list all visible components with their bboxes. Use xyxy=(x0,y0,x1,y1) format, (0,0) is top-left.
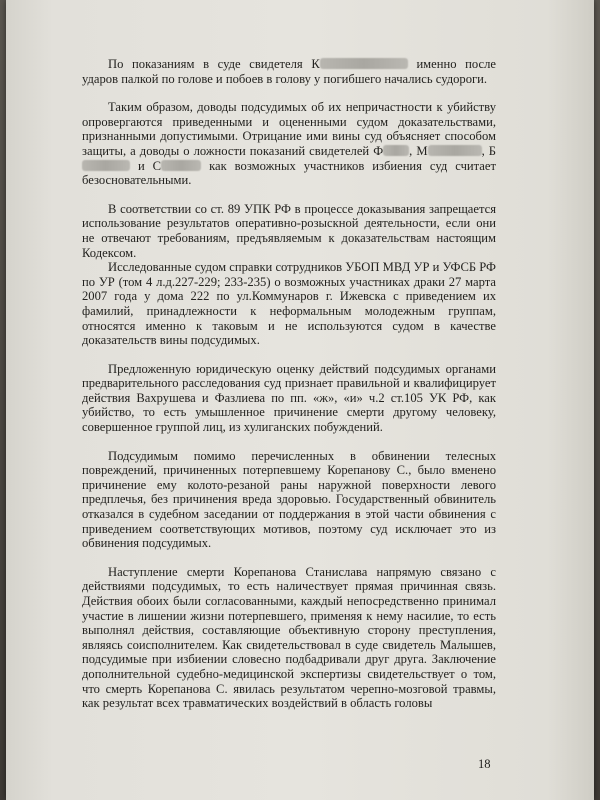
paragraph xyxy=(82,362,496,435)
text-fragment: как возможных участников избиения суд считает безосновательными. xyxy=(82,158,496,188)
paragraph xyxy=(82,449,496,551)
paragraph xyxy=(82,565,496,711)
paragraph xyxy=(82,202,496,260)
text-fragment: именно после ударов палкой по голове и побоев в голову у погибшего начались судороги. xyxy=(82,57,496,86)
text-fragment: , М xyxy=(409,143,428,158)
redacted-name xyxy=(428,145,482,156)
paragraph xyxy=(82,100,496,188)
redacted-name xyxy=(161,160,201,171)
text-fragment: Предложенную юридическую оценку действий подсудимых органами предварительного расследования суд признает правильной и квалифицирует действия Вахрушева и Фазлиева по пп. «ж», «и» ч.2 ст.105 УК РФ, как убийство, то есть умышленное причинение смерти другому человеку, совершенное группой лиц, из хулиганских побуждений. xyxy=(82,361,496,435)
paragraph xyxy=(82,57,496,86)
document-body xyxy=(82,57,496,711)
page-number: 18 xyxy=(478,757,491,771)
text-fragment: В соответствии со ст. 89 УПК РФ в процессе доказывания запрещается использование результатов оперативно-розыскной деятельности, если они не отвечают требованиям, предъявляемым к доказательствам настоящим Кодексом. xyxy=(82,201,496,260)
redacted-name xyxy=(320,58,408,69)
text-fragment: и С xyxy=(130,158,162,173)
redacted-name xyxy=(82,160,130,171)
text-fragment: Подсудимым помимо перечисленных в обвинении телесных повреждений, причиненных потерпевшему Корепанову С., было вменено причинение ему колото-резаной раны наружной поверхности левого предплечья, без причинения вреда здоровью. Государственный обвинитель отказался в судебном заседании от поддержания в этой части обвинения с приведением соответствующих мотивов, поэтому суд исключает это из обвинения подсудимых. xyxy=(82,448,496,551)
text-fragment: , Б xyxy=(481,143,497,158)
text-fragment: Наступление смерти Корепанова Станислава напрямую связано с действиями подсудимых, то есть наличествует прямая причинная связь. Действия обоих были согласованными, каждый непосредственно принимал участие в лишении жизни потерпевшего, применяя к нему насилие, то есть выполнял действия, составляющие объективную сторону преступления, являясь соисполнителем. Как свидетельствовал в суде свидетель Малышев, подсудимые при избиении словесно подбадривали друг друга. Заключение дополнительной судебно-медицинской экспертизы свидетельствует о том, что смерть Корепанова С. явилась результатом черепно-мозговой травмы, как результат всех травматических воздействий в область головы xyxy=(82,564,496,711)
text-fragment: По показаниям в суде свидетеля К xyxy=(108,57,320,71)
text-fragment: Таким образом, доводы подсудимых об их непричастности к убийству опровергаются приведенными и оцененными судом доказательствами, признанными допустимыми. Отрицание ими вины суд объясняет способом защиты, а доводы о ложности показаний свидетелей Ф xyxy=(82,100,496,158)
text-fragment: Исследованные судом справки сотрудников УБОП МВД УР и УФСБ РФ по УР (том 4 л.д.227-229; 233-235) о возможных участниках драки 27 марта 2007 года у дома 222 по ул.Коммунаров г. Ижевска с приведением их фамилий, принадлежности к неформальным молодежным группам, относятся именно к таковым и не используются судом в качестве доказательств вины подсудимых. xyxy=(82,260,496,348)
redacted-name xyxy=(383,145,409,156)
paragraph xyxy=(82,260,496,348)
